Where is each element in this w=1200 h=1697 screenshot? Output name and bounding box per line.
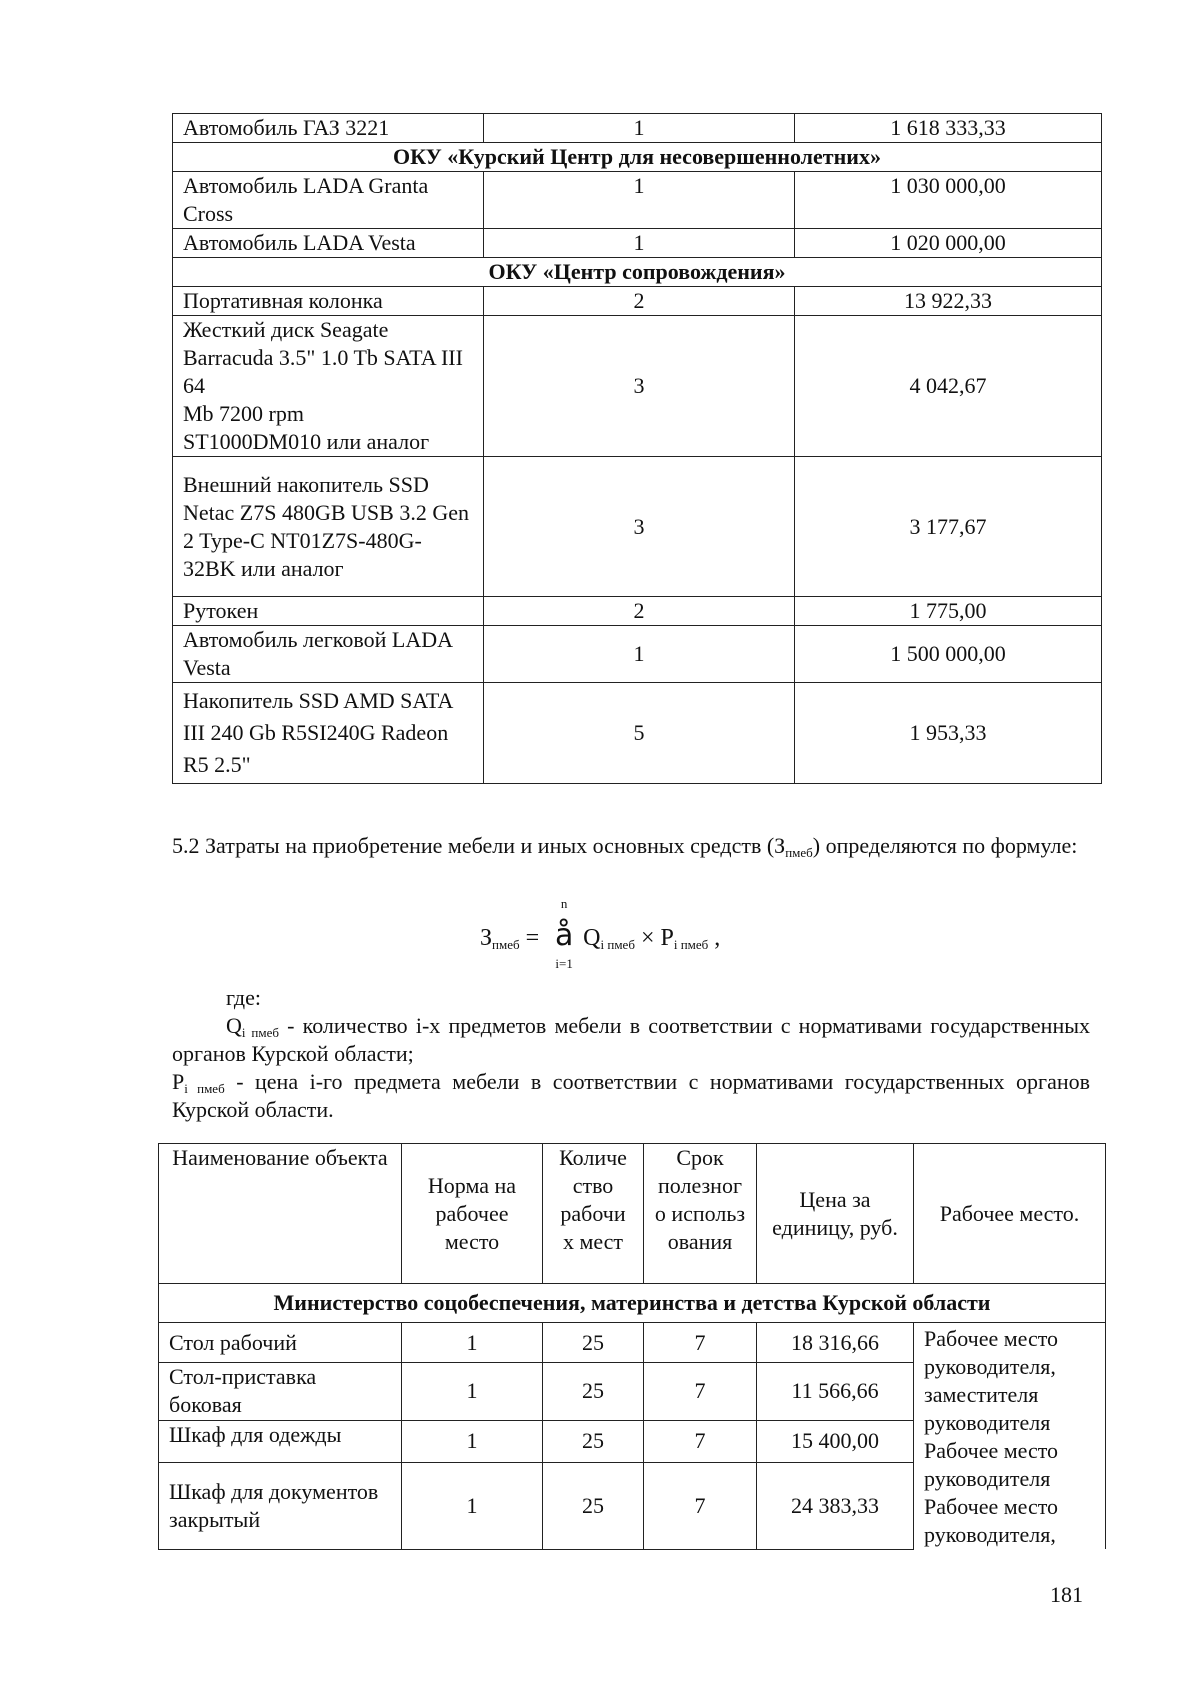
section-row: [173, 143, 1102, 172]
item-price: 3 177,67: [795, 457, 1102, 597]
item-price: 4 042,67: [795, 316, 1102, 457]
header-workplace: Рабочее место.: [914, 1144, 1106, 1284]
formula-end: ,: [708, 925, 721, 951]
section-intro: [172, 832, 1090, 860]
formula-q: Q: [583, 925, 601, 951]
table-row: [173, 172, 1102, 229]
norm-value: 1: [402, 1363, 543, 1420]
equipment-table: [172, 113, 1102, 784]
formula-equals: =: [519, 925, 546, 951]
norm-value: 1: [402, 1420, 543, 1462]
intro-subscript: пмеб: [785, 845, 813, 860]
object-name: Шкаф для документов закрытый: [159, 1462, 402, 1549]
item-price: 1 618 333,33: [795, 114, 1102, 143]
q-definition: [172, 1012, 1090, 1068]
item-qty: 1: [484, 626, 795, 683]
cost-formula: [480, 896, 721, 971]
formula-p-sub: i пмеб: [673, 937, 709, 952]
table-row: [173, 683, 1102, 784]
price-value: 24 383,33: [757, 1462, 914, 1549]
where-label: где:: [226, 985, 261, 1010]
item-qty: 1: [484, 229, 795, 258]
formula-times: ×: [634, 925, 661, 951]
price-value: 11 566,66: [757, 1363, 914, 1420]
item-name: Автомобиль LADA Granta Cross: [173, 172, 484, 229]
item-name: Портативная колонка: [173, 287, 484, 316]
term-value: 7: [644, 1363, 757, 1420]
item-price: 1 775,00: [795, 597, 1102, 626]
formula-q-sub: i пмеб: [600, 937, 635, 952]
term-value: 7: [644, 1420, 757, 1462]
p-description: - цена i-го предмета мебели в соответствии с нормативами государственных органов Курской области.: [172, 1069, 1090, 1122]
item-name: Автомобиль ГАЗ 3221: [173, 114, 484, 143]
sum-symbol: å: [554, 918, 574, 953]
header-price: Цена за единицу, руб.: [757, 1144, 914, 1284]
table-row: [173, 457, 1102, 597]
item-qty: 2: [484, 287, 795, 316]
price-value: 18 316,66: [757, 1323, 914, 1363]
header-term: Срок полезног о использ ования: [644, 1144, 757, 1284]
workplace-description: Рабочее место руководителя, заместителя руководителя Рабочее место руководителя Рабочее место руководителя,: [914, 1323, 1106, 1550]
table-row: [173, 597, 1102, 626]
header-norm: Норма на рабочее место: [402, 1144, 543, 1284]
item-qty: 2: [484, 597, 795, 626]
item-name: Накопитель SSD AMD SATA III 240 Gb R5SI240G Radeon R5 2.5": [173, 683, 484, 784]
item-name: Жесткий диск Seagate Barracuda 3.5" 1.0 Tb SATA III 64 Mb 7200 rpm ST1000DM010 или аналог: [173, 316, 484, 457]
q-symbol: Q: [226, 1013, 242, 1038]
table-row: [173, 287, 1102, 316]
item-price: 1 020 000,00: [795, 229, 1102, 258]
q-subscript: i пмеб: [241, 1025, 279, 1040]
section-title: ОКУ «Курский Центр для несовершеннолетних»: [173, 143, 1102, 172]
section-row: [173, 258, 1102, 287]
norm-value: 1: [402, 1462, 543, 1549]
places-value: 25: [543, 1462, 644, 1549]
table-row: [173, 316, 1102, 457]
formula-lhs-sub: пмеб: [492, 937, 520, 952]
header-row: [159, 1144, 1106, 1284]
p-subscript: i пмеб: [184, 1081, 225, 1096]
table-row: [173, 626, 1102, 683]
header-object-name: Наименование объекта: [159, 1144, 402, 1284]
item-qty: 5: [484, 683, 795, 784]
furniture-table: [158, 1143, 1106, 1550]
price-value: 15 400,00: [757, 1420, 914, 1462]
item-name: Внешний накопитель SSD Netac Z7S 480GB USB 3.2 Gen 2 Type-C NT01Z7S-480G-32BK или аналог: [173, 457, 484, 597]
item-qty: 3: [484, 316, 795, 457]
object-name: Стол-приставка боковая: [159, 1363, 402, 1420]
term-value: 7: [644, 1462, 757, 1549]
places-value: 25: [543, 1323, 644, 1363]
section-title: ОКУ «Центр сопровождения»: [173, 258, 1102, 287]
item-qty: 3: [484, 457, 795, 597]
page-number: 181: [1050, 1582, 1083, 1607]
item-price: 1 953,33: [795, 683, 1102, 784]
table-row: [159, 1323, 1106, 1363]
item-name: Автомобиль легковой LADA Vesta: [173, 626, 484, 683]
term-value: 7: [644, 1323, 757, 1363]
summation-icon: [549, 896, 579, 971]
table-row: [173, 229, 1102, 258]
item-price: 1 500 000,00: [795, 626, 1102, 683]
section-title: Министерство соцобеспечения, материнства и детства Курской области: [159, 1284, 1106, 1323]
places-value: 25: [543, 1363, 644, 1420]
item-qty: 1: [484, 172, 795, 229]
item-price: 1 030 000,00: [795, 172, 1102, 229]
norm-value: 1: [402, 1323, 543, 1363]
p-symbol: P: [172, 1069, 185, 1094]
intro-text: 5.2 Затраты на приобретение мебели и иных основных средств (З: [172, 833, 786, 858]
section-row: [159, 1284, 1106, 1323]
sum-upper-limit: n: [560, 896, 568, 911]
places-value: 25: [543, 1420, 644, 1462]
intro-text-end: ) определяются по формуле:: [812, 833, 1078, 858]
formula-lhs: З: [480, 925, 493, 951]
object-name: Стол рабочий: [159, 1323, 402, 1363]
item-name: Рутокен: [173, 597, 484, 626]
item-price: 13 922,33: [795, 287, 1102, 316]
table-row: [173, 114, 1102, 143]
sum-lower-limit: i=1: [555, 956, 573, 971]
q-description: - количество i-х предметов мебели в соответствии с нормативами государственных органов Курской области;: [172, 1013, 1090, 1066]
header-places: Количе ство рабочи х мест: [543, 1144, 644, 1284]
formula-p: P: [660, 925, 674, 951]
object-name: Шкаф для одежды: [159, 1420, 402, 1462]
item-name: Автомобиль LADA Vesta: [173, 229, 484, 258]
p-definition: [172, 1068, 1090, 1124]
item-qty: 1: [484, 114, 795, 143]
